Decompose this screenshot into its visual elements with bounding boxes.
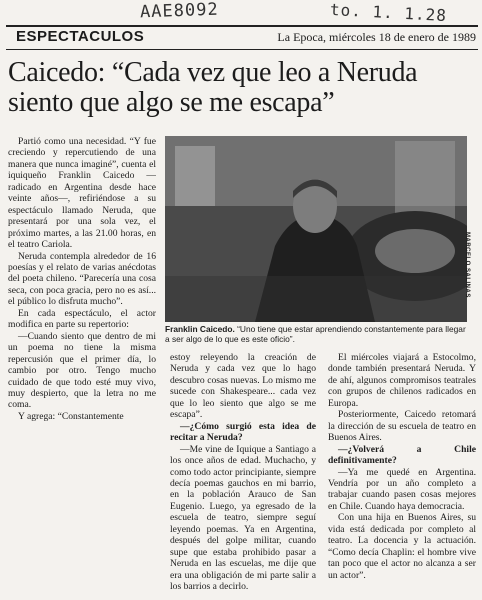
dateline: La Epoca, miércoles 18 de enero de 1989 (277, 30, 476, 44)
caption-text: “Uno tiene que estar aprendiendo constantemente para llegar a ser algo de lo que es este oficio”. (165, 324, 466, 344)
paragraph: Posteriormente, Caicedo retomará la dirección de su escuela de teatro en Buenos Aires. (328, 409, 476, 444)
article-column-3 (328, 352, 476, 598)
paragraph: Neruda contempla alrededor de 16 poesías y el relato de varias anécdotas del poeta chileno. “Parecería una cosa seca, con poca gracia, pero no es así... el público lo disfruta mucho”. (8, 250, 156, 308)
paragraph: —Me vine de Iquique a Santiago a los once años de edad. Muchacho, y como todo actor principiante, siempre decía poemas gauchos en mi barrio, en la población Arauco de San Eugenio. Luego, ya egresado de la escuela de teatro, siempre seguí leyendo poemas. Ya en Argentina, después del golpe militar, cuando supe que estaba prohibido pasar a Neruda en las escuelas, me dije que era una obligación de mi parte salir a los barrios a decirlo. (170, 443, 316, 593)
photo-illustration (165, 136, 467, 322)
article-column-2 (170, 352, 316, 598)
paragraph: En cada espectáculo, el actor modifica en parte su repertorio: (8, 307, 156, 331)
headline: Caicedo: “Cada vez que leo a Neruda siento que algo se me escapa” (8, 57, 418, 118)
archive-code-handwriting: AAE8092 (139, 0, 219, 23)
paragraph: Con una hija en Buenos Aires, su vida está dedicada por completo al teatro. La docencia y la actuación. “Como decía Chaplin: el hombre vive tan poco que el actor no alcanza a ser un actor”. (328, 512, 476, 581)
interview-question: —¿Volverá a Chile definitivamente? (328, 443, 476, 467)
paragraph: —Cuando siento que dentro de mi un poema no tiene la misma repercusión que el primer día, lo cambio por otro. Tengo mucho cuidado de que todo esté muy vivo, muy despierto, que la letra no me coma. (8, 330, 156, 411)
paragraph: estoy releyendo la creación de Neruda y cada vez que lo hago descubro cosas nuevas. Lo mismo me sucede con Shakespeare... cada vez que lo leo siento que algo se me escapa”. (170, 352, 316, 421)
interview-question: —¿Cómo surgió esta idea de recitar a Neruda? (170, 420, 316, 444)
photo-caption (165, 324, 470, 344)
paragraph: Partió como una necesidad. “Y fue creciendo y repercutiendo de una manera que nunca imaginé”, cuenta el iquiqueño Franklin Caicedo —radicado en Argentina desde hace veinte años—, refiriéndose a su espectáculo llamado Neruda, que presentará por una sola vez, el próximo martes, a las 21.00 horas, en el teatro Cariola. (8, 136, 156, 251)
paragraph: El miércoles viajará a Estocolmo, donde también presentará Neruda. Y de ahí, algunos compromisos teatrales con grupos de chilenos radicados en Europa. (328, 352, 476, 409)
section-label: ESPECTACULOS (16, 28, 145, 45)
page-header (6, 25, 478, 50)
caption-name: Franklin Caicedo. (165, 324, 235, 334)
archive-date-handwriting: to. 1. 1.28 (329, 0, 448, 26)
photo-credit: MARCELO SALINAS (464, 232, 470, 298)
article-column-1 (8, 136, 156, 598)
paragraph: Y agrega: “Constantemente (18, 410, 124, 422)
paragraph: —Ya me quedé en Argentina. Vendría por un año completo a trabajar cuando pasen cosas mejores en Chile. Cuando haya democracia. (328, 466, 476, 512)
article-photo (165, 136, 467, 322)
